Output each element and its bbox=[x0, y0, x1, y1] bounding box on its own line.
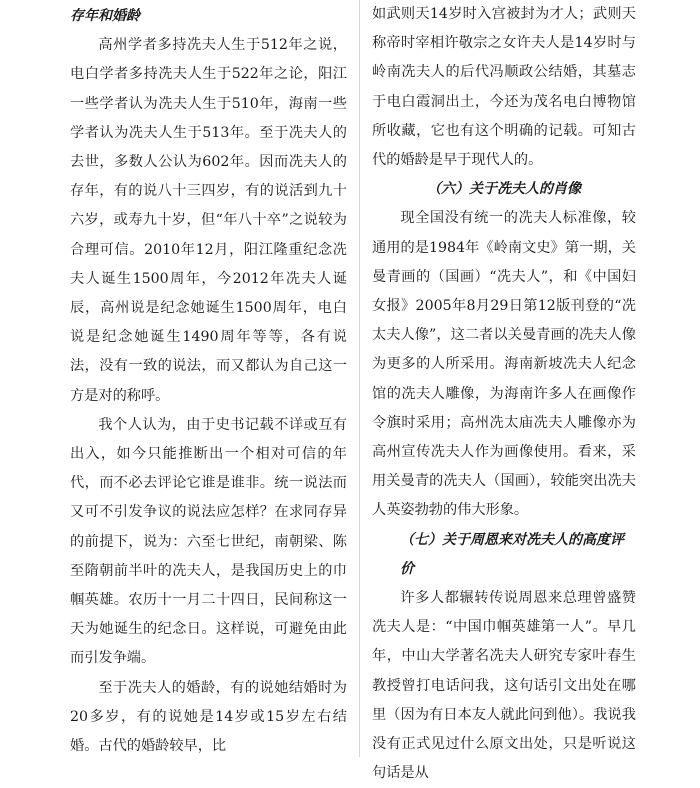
left-column bbox=[70, 0, 347, 761]
paragraph-zhou-enlai-quote: 许多人都辗转传说周恩来总理曾盛赞冼夫人是：“中国巾帼英雄第一人”。早几年，中山大学著名冼夫人研究专家叶春生教授曾打电话问我，这句话引文出处在哪里（因为有日本友人就此问到他）。我说我没有正式见过什么原文出处，只是听说这句话是从 bbox=[372, 590, 636, 782]
paragraph-portrait: 现全国没有统一的冼夫人标准像，较通用的是1984年《岭南文史》第一期，关曼青画的（国画）“冼夫人”，和《中国妇女报》2005年8月29日第12版刊登的“冼太夫人像”，这二者以关曼青画的冼夫人像为更多的人所采用。海南新坡冼夫人纪念馆的冼夫人雕像，为海南许多人在画像作令旗时采用；高州冼太庙冼夫人雕像亦为高州宣传冼夫人作为画像使用。看来，采用关曼青的冼夫人（国画），较能突出冼夫人英姿勃勃的伟大形象。 bbox=[372, 210, 636, 519]
section-heading-zhou-enlai-evaluation: （七）关于周恩来对冼夫人的高度评价 bbox=[400, 531, 624, 577]
paragraph-marriage-age: 至于冼夫人的婚龄，有的说她结婚时为20多岁，有的说她是14岁或15岁左右结婚。古代的婚龄较早，比 bbox=[70, 679, 347, 755]
section-heading-portrait: （六）关于冼夫人的肖像 bbox=[427, 181, 581, 198]
right-column bbox=[372, 0, 636, 788]
paragraph-birth-year-theories: 高州学者多持冼夫人生于512年之说，电白学者多持冼夫人生于522年之论，阳江一些学者认为冼夫人生于510年，海南一些学者认为冼夫人生于513年。至于冼夫人的去世，多数人公认为602年。因而冼夫人的存年，有的说八十三四岁，有的说活到九十六岁，或寿九十岁，但“年八十卒”之说较为合理可信。2010年12月，阳江隆重纪念冼夫人诞生1500周年，今2012年冼夫人诞辰，高州说是纪念她诞生1500周年，电白说是纪念她诞生1490周年等等，各有说法，没有一致的说法，而又都认为自己这一方是对的称呼。 bbox=[70, 37, 347, 404]
paragraph-marriage-age-continued: 如武则天14岁时入宫被封为才人；武则天称帝时宰相许敬宗之女许夫人是14岁时与岭南冼夫人的后代冯顺政公结婚，其墓志于电白霞洞出土，今还为茂名电白博物馆所收藏，它也有这个明确的记载。可知古代的婚龄是早于现代人的。 bbox=[372, 6, 636, 169]
paragraph-author-opinion: 我个人认为，由于史书记载不详或互有出入，如今只能推断出一个相对可信的年代，而不必去评论它谁是谁非。统一说法而又可不引发争议的说法应怎样？在求同存异的前提下，说为：六至七世纪，南朝梁、陈至隋朝前半叶的冼夫人，是我国历史上的巾帼英雄。农历十一月二十四日，民间称这一天为她诞生的纪念日。这样说，可避免由此而引发争端。 bbox=[70, 416, 347, 667]
section-heading-lifespan-marriage-age: 存年和婚龄 bbox=[70, 8, 140, 24]
column-divider bbox=[359, 0, 360, 757]
